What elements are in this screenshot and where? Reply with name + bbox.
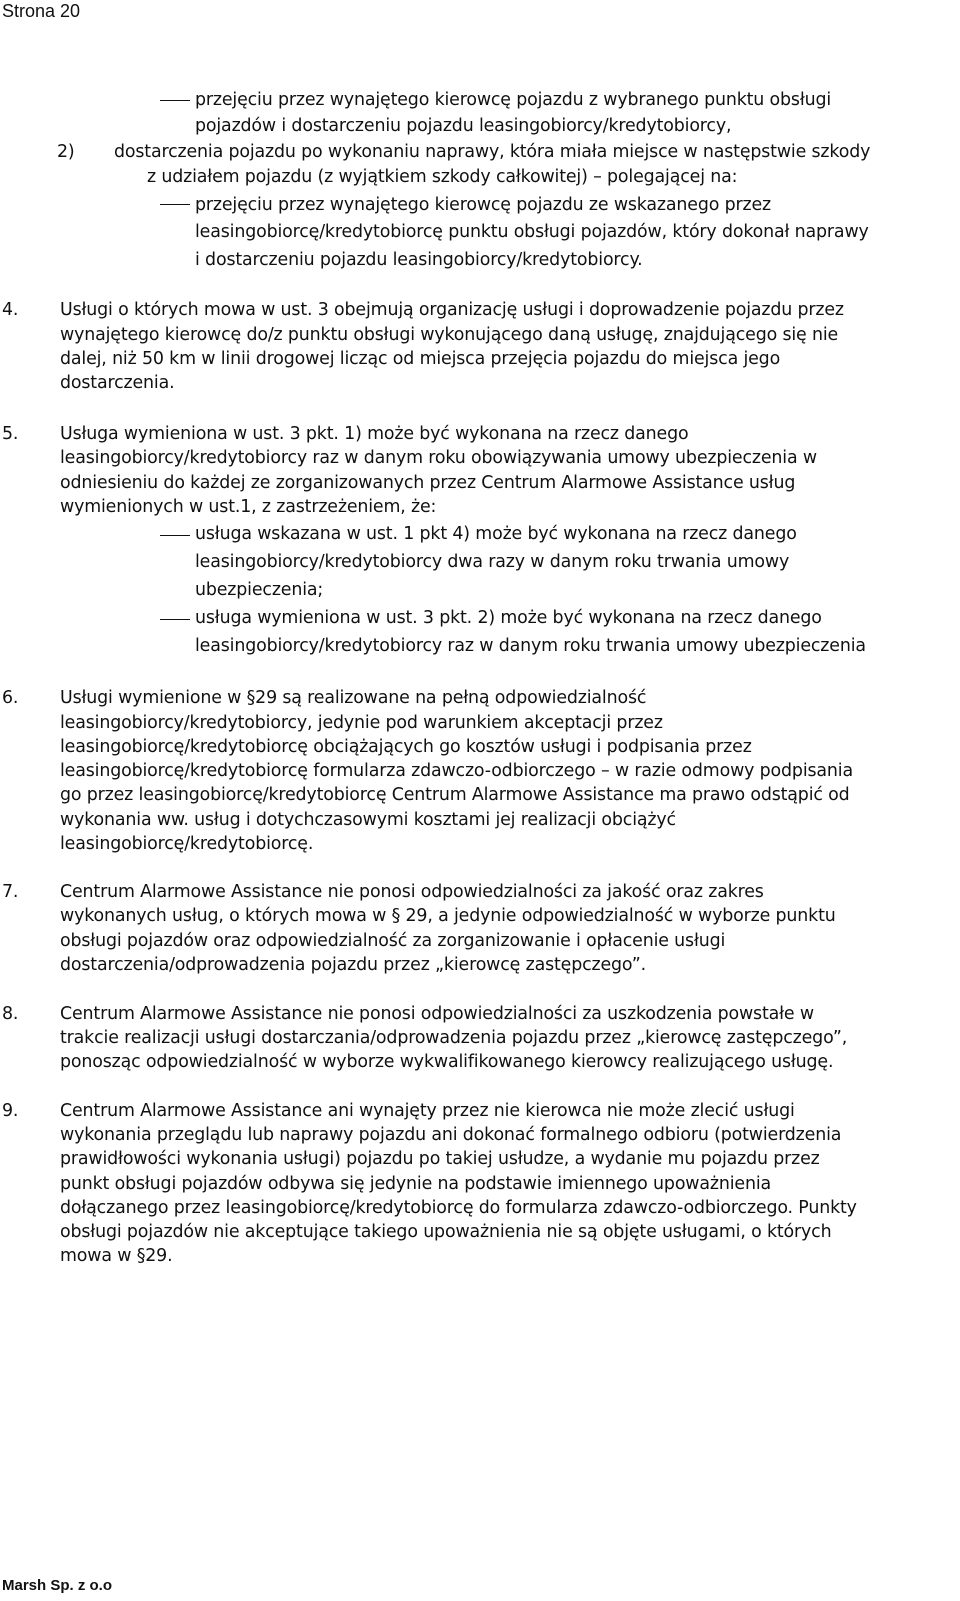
text-line: ubezpieczenia;	[195, 580, 324, 600]
dash-bullet	[160, 204, 190, 205]
dash-bullet	[160, 619, 190, 620]
item-number: 2)	[57, 142, 75, 162]
text-line: prawidłowości wykonania usługi) pojazdu po takiej usłudze, a wydanie mu pojazdu przez	[60, 1149, 820, 1169]
text-line: leasingobiorcę/kredytobiorcę punktu obsługi pojazdów, który dokonał naprawy	[195, 222, 869, 242]
text-line: mowa w §29.	[60, 1246, 173, 1266]
text-line: dalej, niż 50 km w linii drogowej licząc od miejsca przejęcia pojazdu do miejsca jego	[60, 349, 781, 369]
text-line: leasingobiorcy/kredytobiorcy raz w danym roku trwania umowy ubezpieczenia	[195, 636, 866, 656]
text-line: leasingobiorcy/kredytobiorcy dwa razy w danym roku trwania umowy	[195, 552, 790, 572]
text-line: dostarczenia pojazdu po wykonaniu naprawy, która miała miejsce w następstwie szkody	[114, 142, 871, 162]
text-line: obsługi pojazdów oraz odpowiedzialność za zorganizowanie i opłacenie usługi	[60, 931, 726, 951]
text-line: wynajętego kierowcę do/z punktu obsługi wykonującego daną usługę, znajdującego się nie	[60, 325, 839, 345]
text-line: Usługi o których mowa w ust. 3 obejmują organizację usługi i doprowadzenie pojazdu przez	[60, 300, 844, 320]
dash-bullet	[160, 535, 190, 536]
text-line: odniesieniu do każdej ze zorganizowanych przez Centrum Alarmowe Assistance usług	[60, 473, 796, 493]
section-number: 5.	[2, 424, 19, 444]
text-line: ponosząc odpowiedzialność w wyborze wykwalifikowanego kierowcy realizującego usługę.	[60, 1052, 834, 1072]
dash-bullet	[160, 100, 190, 101]
text-line: przejęciu przez wynajętego kierowcę pojazdu ze wskazanego przez	[195, 195, 771, 215]
text-line: Centrum Alarmowe Assistance nie ponosi odpowiedzialności za jakość oraz zakres	[60, 882, 764, 902]
page-header: Strona 20	[2, 1, 81, 21]
text-line: leasingobiorcy/kredytobiorcy, jedynie pod warunkiem akceptacji przez	[60, 713, 663, 733]
text-line: z udziałem pojazdu (z wyjątkiem szkody całkowitej) – polegającej na:	[147, 167, 738, 187]
text-line: przejęciu przez wynajętego kierowcę pojazdu z wybranego punktu obsługi	[195, 90, 832, 110]
text-line: leasingobiorcy/kredytobiorcy raz w danym roku obowiązywania umowy ubezpieczenia w	[60, 448, 817, 468]
section-number: 7.	[2, 882, 19, 902]
text-line: wykonania przeglądu lub naprawy pojazdu ani dokonać formalnego odbioru (potwierdzenia	[60, 1125, 842, 1145]
text-line: dostarczenia/odprowadzenia pojazdu przez „kierowcę zastępczego”.	[60, 955, 647, 975]
text-line: punkt obsługi pojazdów odbywa się jedynie na podstawie imiennego upoważnienia	[60, 1174, 772, 1194]
text-line: usługa wskazana w ust. 1 pkt 4) może być wykonana na rzecz danego	[195, 524, 797, 544]
text-line: go przez leasingobiorcę/kredytobiorcę Centrum Alarmowe Assistance ma prawo odstąpić od	[60, 785, 850, 805]
text-line: dołączanego przez leasingobiorcę/kredytobiorcę do formularza zdawczo-odbiorczego. Punkty	[60, 1198, 857, 1218]
text-line: Usługa wymieniona w ust. 3 pkt. 1) może być wykonana na rzecz danego	[60, 424, 689, 444]
section-number: 6.	[2, 688, 19, 708]
text-line: dostarczenia.	[60, 373, 175, 393]
text-line: wykonanych usług, o których mowa w § 29, a jedynie odpowiedzialność w wyborze punktu	[60, 906, 836, 926]
text-line: leasingobiorcę/kredytobiorcę formularza zdawczo-odbiorczego – w razie odmowy podpisania	[60, 761, 853, 781]
text-line: trakcie realizacji usługi dostarczania/odprowadzenia pojazdu przez „kierowcę zastępczego”,	[60, 1028, 848, 1048]
text-line: leasingobiorcę/kredytobiorcę obciążających go kosztów usługi i podpisania przez	[60, 737, 752, 757]
text-line: Usługi wymienione w §29 są realizowane na pełną odpowiedzialność	[60, 688, 647, 708]
text-line: wymienionych w ust.1, z zastrzeżeniem, że:	[60, 497, 437, 517]
text-line: Centrum Alarmowe Assistance nie ponosi odpowiedzialności za uszkodzenia powstałe w	[60, 1004, 814, 1024]
section-number: 9.	[2, 1101, 19, 1121]
text-line: leasingobiorcę/kredytobiorcę.	[60, 834, 314, 854]
text-line: i dostarczeniu pojazdu leasingobiorcy/kredytobiorcy.	[195, 250, 643, 270]
text-line: Centrum Alarmowe Assistance ani wynajęty przez nie kierowca nie może zlecić usługi	[60, 1101, 795, 1121]
page-footer: Marsh Sp. z o.o	[2, 1577, 113, 1594]
section-number: 8.	[2, 1004, 19, 1024]
text-line: usługa wymieniona w ust. 3 pkt. 2) może być wykonana na rzecz danego	[195, 608, 822, 628]
text-line: wykonania ww. usług i dotychczasowymi kosztami jej realizacji obciążyć	[60, 810, 676, 830]
text-line: pojazdów i dostarczeniu pojazdu leasingobiorcy/kredytobiorcy,	[195, 116, 732, 136]
section-number: 4.	[2, 300, 19, 320]
text-line: obsługi pojazdów nie akceptujące takiego upoważnienia nie są objęte usługami, o których	[60, 1222, 832, 1242]
